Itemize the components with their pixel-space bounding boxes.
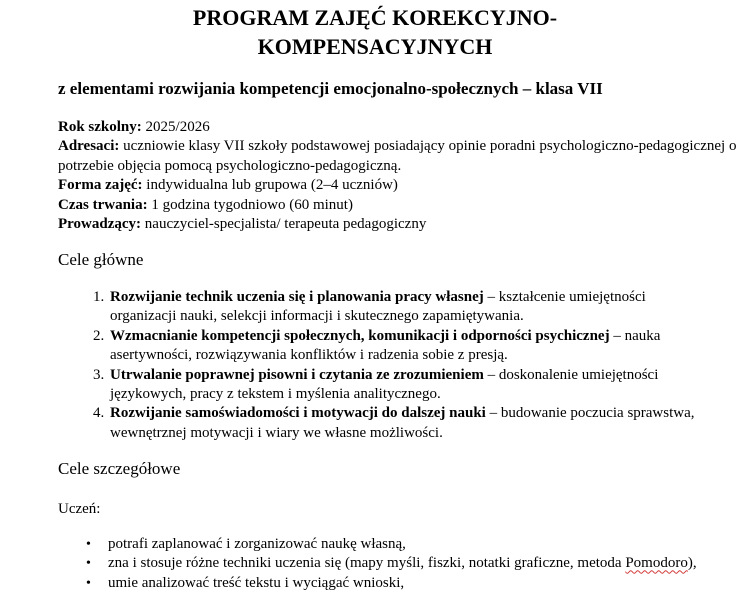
document-title-line-1: PROGRAM ZAJĘĆ KOREKCYJNO-	[192, 5, 558, 30]
meta-school-year	[58, 118, 738, 137]
goal-title: Rozwijanie samoświadomości i motywacji do dalszej nauki	[110, 405, 486, 422]
meta-label: Forma zajęć:	[58, 177, 143, 194]
goal-title: Rozwijanie technik uczenia się i planowania pracy własnej	[110, 289, 484, 305]
main-goals-list	[80, 288, 708, 443]
meta-label: Adresaci:	[58, 138, 120, 155]
bullet-icon: •	[86, 537, 91, 552]
goal-title: Utrwalanie poprawnej pisowni i czytania ze zrozumieniem	[110, 366, 484, 383]
meta-label: Rok szkolny:	[58, 119, 142, 135]
list-item	[86, 574, 708, 593]
document-title-line-2: KOMPENSACYJNYCH	[257, 34, 493, 59]
specific-goals-list	[80, 535, 708, 593]
goal-description: – nauka asertywności, rozwiązywania konfliktów i radzenia sobie z presją.	[110, 327, 661, 364]
section-heading-specific-goals: Cele szczegółowe	[58, 459, 181, 478]
meta-value: nauczyciel-specjalista/ terapeuta pedagogiczny	[141, 216, 427, 233]
goal-description: – budowanie poczucia sprawstwa, wewnętrznej motywacji i wiary we własne możliwości.	[110, 405, 695, 441]
goal-title: Wzmacnianie kompetencji społecznych, komunikacji i odporności psychicznej	[110, 327, 610, 344]
bullet-icon: •	[86, 575, 91, 591]
skill-text: potrafi zaplanować i zorganizować naukę własną,	[108, 536, 406, 552]
meta-recipients	[58, 137, 738, 176]
goal-description: – kształcenie umiejętności organizacji nauki, selekcji informacji i skutecznego zapamiętywania.	[110, 289, 646, 325]
meta-label: Czas trwania:	[58, 196, 148, 213]
list-item	[108, 404, 708, 443]
meta-value: 1 godzina tygodniowo (60 minut)	[147, 196, 353, 213]
skill-text: umie analizować treść tekstu i wyciągać wnioski,	[108, 574, 405, 591]
meta-duration	[58, 196, 738, 215]
meta-teacher	[58, 215, 738, 234]
list-item	[86, 554, 708, 573]
meta-form	[58, 176, 738, 195]
meta-value: indywidualna lub grupowa (2–4 uczniów)	[142, 177, 398, 194]
meta-value: uczniowie klasy VII szkoły podstawowej posiadający opinie poradni psychologiczno-pedagogicznej o potrzebie objęcia pomocą psychologiczno-pedagogiczną.	[58, 138, 737, 174]
list-item	[86, 535, 708, 554]
list-item	[108, 366, 708, 405]
document-subtitle: z elementami rozwijania kompetencji emocjonalno-społecznych – klasa VII	[58, 79, 603, 98]
section-heading-main-goals: Cele główne	[58, 250, 144, 269]
student-intro: Uczeń:	[58, 501, 101, 517]
list-item	[108, 327, 708, 366]
skill-text: zna i stosuje różne techniki uczenia się (mapy myśli, fiszki, notatki graficzne, metoda	[108, 555, 626, 572]
meta-label: Prowadzący:	[58, 216, 142, 233]
meta-value: 2025/2026	[141, 119, 210, 135]
bullet-icon: •	[86, 556, 91, 572]
list-item	[108, 288, 708, 327]
spellcheck-underlined-word: Pomodoro	[625, 555, 688, 572]
goal-description: – doskonalenie umiejętności językowych, pracy z tekstem i myślenia analitycznego.	[110, 366, 659, 403]
program-meta	[58, 118, 738, 234]
skill-text-tail: ),	[687, 555, 697, 572]
